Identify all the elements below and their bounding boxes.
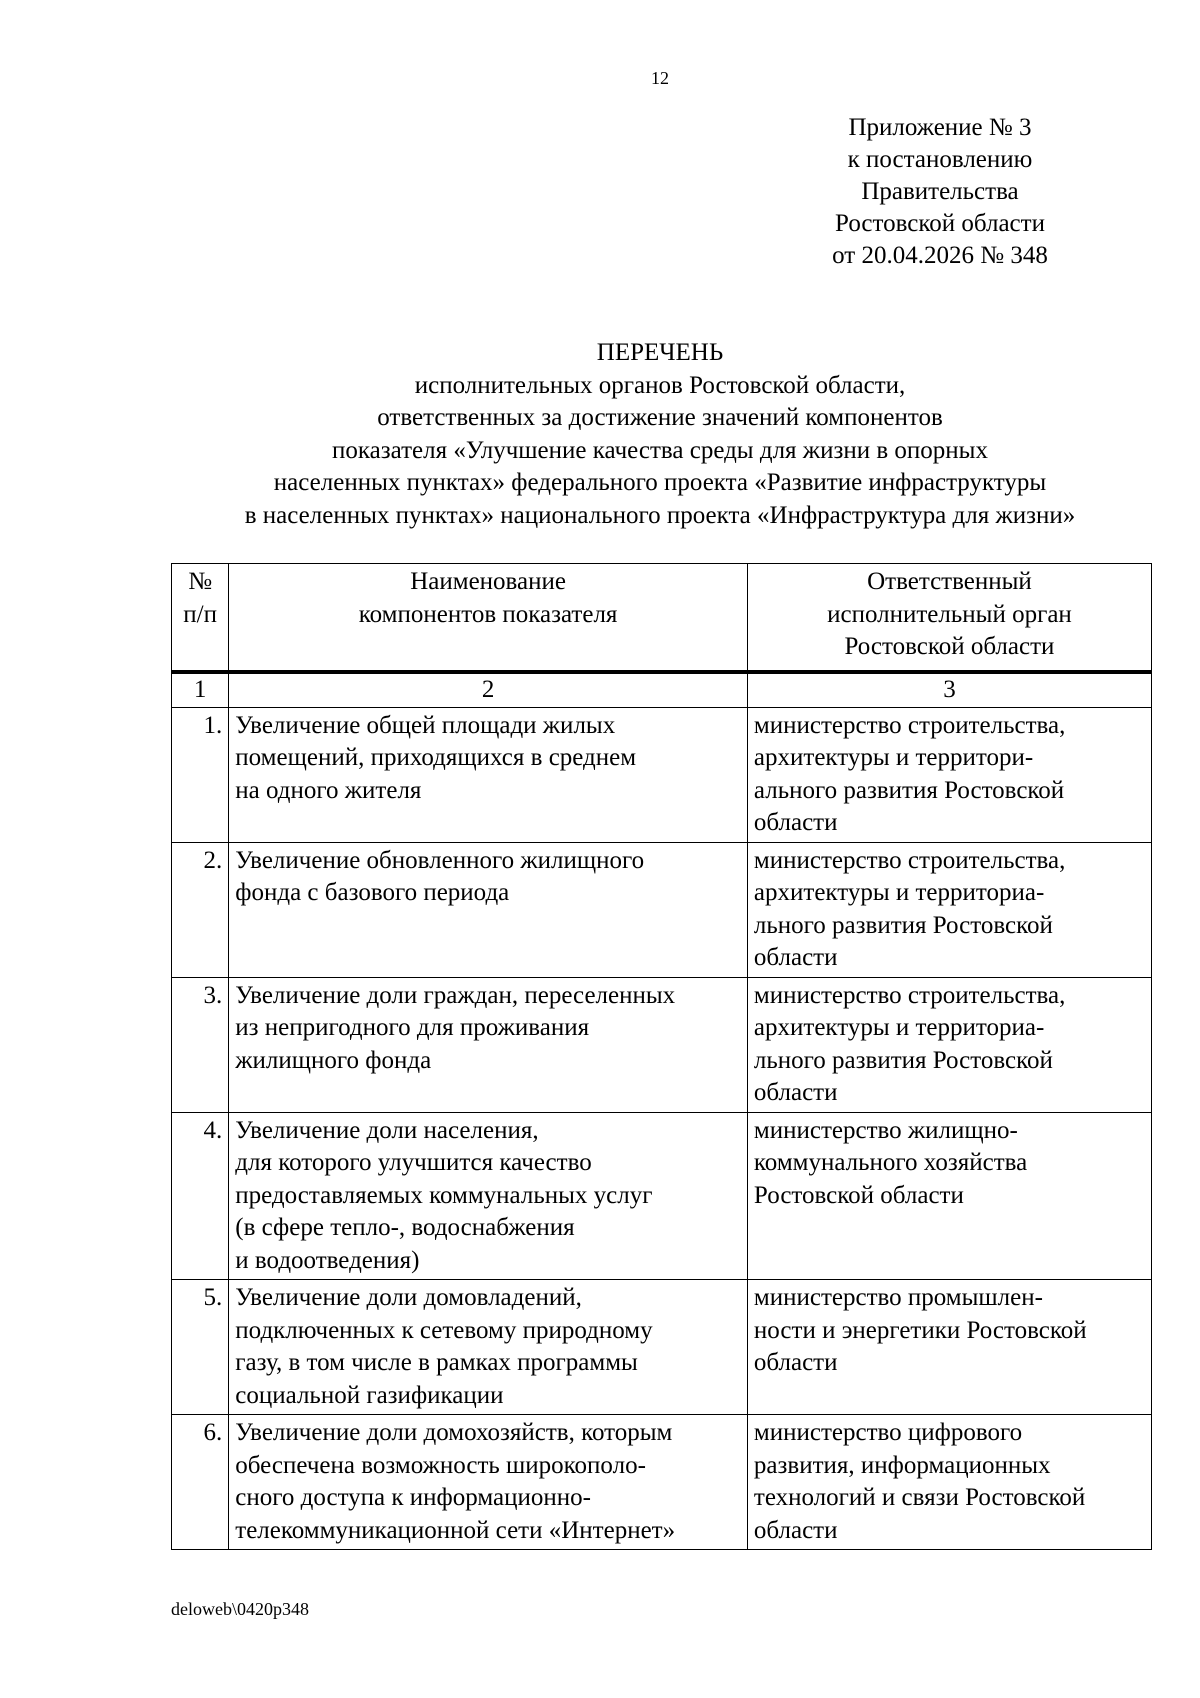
component-name [229, 842, 748, 977]
table-row [172, 1415, 1152, 1550]
text-line: Увеличение обновленного жилищного [235, 846, 645, 874]
appendix-line: Правительства [861, 178, 1019, 205]
text-line: жилищного фонда [235, 1046, 432, 1074]
responsible-org [747, 977, 1151, 1112]
table-row [172, 977, 1152, 1112]
text-line: архитектуры и территориа- [753, 1014, 1045, 1041]
header-text: Ростовской области [844, 633, 1055, 660]
header-num-cell [172, 564, 229, 673]
text-line: на одного жителя [235, 776, 422, 804]
text-line: Увеличение доли домовладений, [235, 1284, 582, 1311]
text-line: архитектуры и территори- [753, 744, 1034, 771]
column-index-row [172, 672, 1152, 707]
table-row [172, 842, 1152, 977]
header-text: № [188, 568, 213, 595]
text-line: развития, информационных [753, 1451, 1051, 1479]
text-line: министерство жилищно- [753, 1116, 1018, 1144]
table-row [172, 707, 1152, 842]
responsible-org [747, 1415, 1151, 1550]
text-line: области [753, 809, 838, 836]
text-line: Увеличение доли домохозяйств, которым [235, 1419, 673, 1446]
text-line: министерство строительства, [753, 846, 1066, 874]
table-header-row [172, 564, 1152, 673]
text-line: министерство цифрового [753, 1419, 1023, 1446]
index-cell: 3 [747, 672, 1151, 707]
footer-document-code: deloweb\0420p348 [171, 1599, 309, 1619]
component-name [229, 707, 748, 842]
text-line: льного развития Ростовской [753, 911, 1053, 939]
text-line: архитектуры и территориа- [753, 879, 1045, 906]
row-number: 3. [172, 977, 229, 1112]
header-text: компонентов показателя [358, 600, 618, 628]
text-line: министерство промышлен- [753, 1284, 1043, 1311]
component-name [229, 977, 748, 1112]
header-text: п/п [183, 600, 217, 628]
responsible-org [747, 1112, 1151, 1280]
appendix-line: к постановлению [847, 146, 1033, 173]
table-row [172, 1280, 1152, 1415]
row-number: 4. [172, 1112, 229, 1280]
text-line: Ростовской области [753, 1181, 964, 1209]
appendix-block [780, 112, 1100, 272]
page-number: 12 [651, 68, 669, 88]
text-line: сного доступа к информационно- [235, 1484, 591, 1511]
text-line: предоставляемых коммунальных услуг [235, 1181, 653, 1209]
text-line: помещений, приходящихся в среднем [235, 744, 637, 771]
title-line: исполнительных органов Ростовской области, [414, 371, 906, 399]
text-line: министерство строительства, [753, 711, 1066, 739]
index-cell: 1 [172, 672, 229, 707]
text-line: технологий и связи Ростовской [753, 1484, 1086, 1511]
index-cell: 2 [229, 672, 748, 707]
appendix-line: от 20.04.2026 № 348 [832, 242, 1048, 269]
text-line: фонда с базового периода [235, 879, 510, 906]
component-name [229, 1112, 748, 1280]
text-line: ности и энергетики Ростовской [753, 1316, 1087, 1344]
text-line: подключенных к сетевому природному [235, 1316, 653, 1344]
text-line: области [753, 1349, 838, 1376]
header-text: Ответственный [867, 568, 1032, 595]
title-line: в населенных пунктах» национального проекта «Инфраструктура для жизни» [244, 501, 1076, 529]
responsible-org [747, 1280, 1151, 1415]
title-line: показателя «Улучшение качества среды для жизни в опорных [332, 436, 988, 464]
responsible-org [747, 842, 1151, 977]
text-line: Увеличение доли населения, [235, 1116, 539, 1144]
header-text: исполнительный орган [827, 600, 1072, 628]
text-line: телекоммуникационной сети «Интернет» [235, 1516, 676, 1544]
table-row [172, 1112, 1152, 1280]
text-line: (в сфере тепло-, водоснабжения [235, 1214, 575, 1241]
component-name [229, 1415, 748, 1550]
text-line: из непригодного для проживания [235, 1014, 590, 1041]
row-number: 2. [172, 842, 229, 977]
text-line: области [753, 1079, 838, 1106]
responsibility-table [171, 563, 1152, 1550]
row-number: 6. [172, 1415, 229, 1550]
header-name-cell [229, 564, 748, 673]
text-line: коммунального хозяйства [753, 1149, 1028, 1176]
document-title [100, 337, 1200, 532]
responsible-org [747, 707, 1151, 842]
text-line: ального развития Ростовской [753, 776, 1065, 804]
title-line: ответственных за достижение значений компонентов [377, 404, 943, 431]
component-name [229, 1280, 748, 1415]
text-line: и водоотведения) [235, 1246, 420, 1274]
row-number: 1. [172, 707, 229, 842]
title-line: населенных пунктах» федерального проекта «Развитие инфраструктуры [273, 469, 1047, 496]
text-line: Увеличение доли граждан, переселенных [235, 981, 676, 1009]
text-line: социальной газификации [235, 1381, 504, 1409]
text-line: обеспечена возможность широкополо- [235, 1451, 646, 1479]
text-line: газу, в том числе в рамках программы [235, 1349, 638, 1376]
row-number: 5. [172, 1280, 229, 1415]
text-line: для которого улучшится качество [235, 1149, 592, 1176]
title-heading: ПЕРЕЧЕНЬ [596, 339, 724, 366]
text-line: Увеличение общей площади жилых [235, 711, 616, 739]
text-line: льного развития Ростовской [753, 1046, 1053, 1074]
header-text: Наименование [410, 568, 566, 595]
appendix-line: Приложение № 3 [848, 114, 1032, 141]
text-line: области [753, 944, 838, 971]
text-line: министерство строительства, [753, 981, 1066, 1009]
appendix-line: Ростовской области [835, 210, 1045, 237]
header-org-cell [747, 564, 1151, 673]
text-line: области [753, 1516, 838, 1544]
